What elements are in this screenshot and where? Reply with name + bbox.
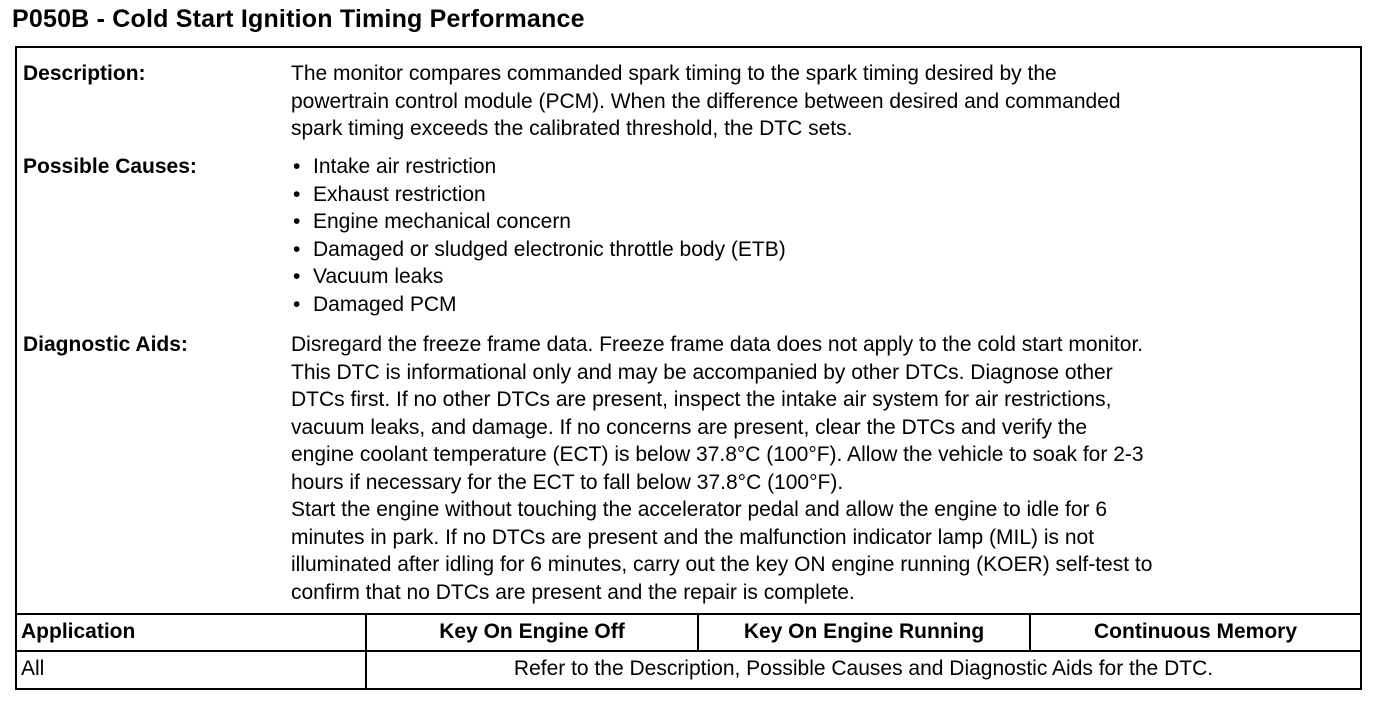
- description-line: powertrain control module (PCM). When the difference between desired and commanded: [291, 89, 1121, 113]
- cause-item: • Engine mechanical concern: [291, 208, 1354, 236]
- description-line: The monitor compares commanded spark timing to the spark timing desired by the: [291, 62, 1057, 85]
- header-key-on-engine-off: Key On Engine Off: [439, 620, 625, 643]
- diagnostic-aids-line: hours if necessary for the ECT to fall below 37.8°C (100°F).: [291, 470, 844, 494]
- possible-causes-list: [291, 153, 1354, 318]
- dtc-info-frame: [15, 46, 1362, 690]
- row-application-value: All: [21, 657, 45, 680]
- diagnostic-aids-line: confirm that no DTCs are present and the repair is complete.: [291, 580, 855, 604]
- cause-item: • Intake air restriction: [291, 153, 1354, 181]
- monitor-table: [17, 613, 1360, 688]
- header-continuous-memory: Continuous Memory: [1094, 620, 1297, 643]
- description-text: [291, 60, 1354, 143]
- page-title: P050B - Cold Start Ignition Timing Performance: [12, 5, 585, 33]
- cause-item: • Damaged or sludged electronic throttle body (ETB): [291, 236, 1354, 264]
- diagnostic-aids-line: Start the engine without touching the accelerator pedal and allow the engine to idle for 6: [291, 498, 1108, 521]
- possible-causes-label: Possible Causes:: [23, 155, 197, 178]
- diagnostic-aids-line: This DTC is informational only and may be accompanied by other DTCs. Diagnose other: [291, 360, 1113, 384]
- diagnostic-aids-line: engine coolant temperature (ECT) is below 37.8°C (100°F). Allow the vehicle to soak for 2-3: [291, 443, 1144, 466]
- cause-item: • Exhaust restriction: [291, 181, 1354, 209]
- diagnostic-aids-label: Diagnostic Aids:: [23, 333, 188, 356]
- description-label: Description:: [23, 62, 146, 85]
- header-application: Application: [21, 620, 136, 643]
- diagnostic-aids-line: Disregard the freeze frame data. Freeze frame data does not apply to the cold start monitor.: [291, 333, 1144, 356]
- diagnostic-aids-line: illuminated after idling for 6 minutes, carry out the key ON engine running (KOER) self-test to: [291, 553, 1153, 576]
- diagnostic-aids-text: [291, 331, 1354, 606]
- description-line: spark timing exceeds the calibrated threshold, the DTC sets.: [291, 117, 853, 140]
- row-note: Refer to the Description, Possible Causes and Diagnostic Aids for the DTC.: [513, 657, 1214, 680]
- diagnostic-aids-line: DTCs first. If no other DTCs are present, inspect the intake air system for air restrictions,: [291, 388, 1112, 411]
- cause-item: • Vacuum leaks: [291, 263, 1354, 291]
- diagnostic-aids-line: minutes in park. If no DTCs are present and the malfunction indicator lamp (MIL) is not: [291, 525, 1095, 549]
- diagnostic-aids-line: vacuum leaks, and damage. If no concerns are present, clear the DTCs and verify the: [291, 415, 1088, 439]
- cause-item: • Damaged PCM: [291, 291, 1354, 319]
- header-key-on-engine-running: Key On Engine Running: [743, 620, 985, 643]
